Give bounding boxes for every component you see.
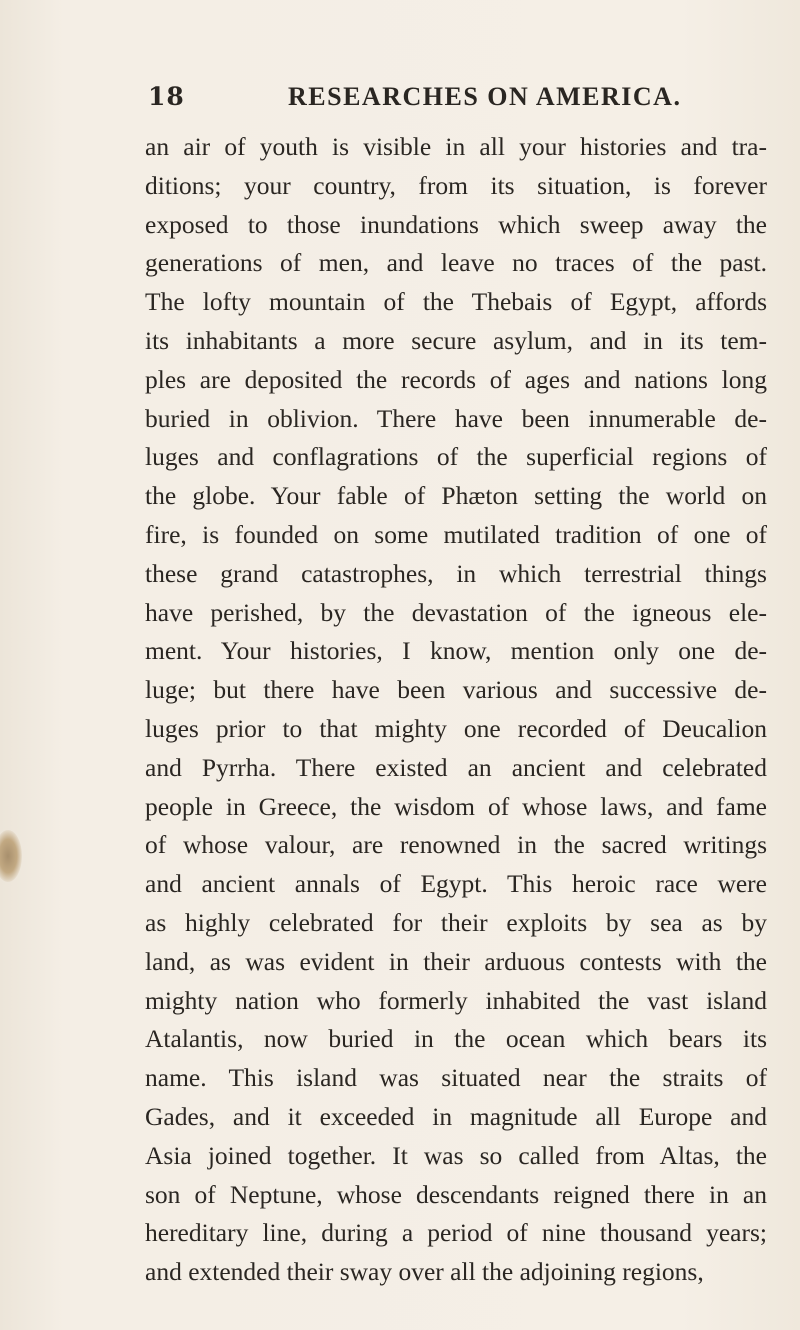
text-line: ment. Your histories, I know, mention only one de- <box>145 636 767 666</box>
running-head: RESEARCHES ON AMERICA. <box>288 82 682 111</box>
text-line: and ancient annals of Egypt. This heroic race were <box>145 869 767 899</box>
text-line: name. This island was situated near the straits of <box>145 1063 767 1093</box>
text-line: luges prior to that mighty one recorded of Deucalion <box>145 713 767 743</box>
text-line: The lofty mountain of the Thebais of Egypt, affords <box>145 287 767 317</box>
page-number: 18 <box>148 82 185 111</box>
text-line: ditions; your country, from its situation, is forever <box>145 170 767 200</box>
text-line: generations of men, and leave no traces of the past. <box>145 248 767 278</box>
text-line: as highly celebrated for their exploits by sea as by <box>145 907 767 937</box>
text-line: luges and conflagrations of the superficial regions of <box>145 442 767 472</box>
text-line: Gades, and it exceeded in magnitude all Europe and <box>145 1101 767 1131</box>
text-line: luge; but there have been various and successive de- <box>145 675 767 705</box>
text-line: son of Neptune, whose descendants reigned there in an <box>145 1179 767 1209</box>
text-line: people in Greece, the wisdom of whose laws, and fame <box>145 791 767 821</box>
text-line: and extended their sway over all the adjoining regions, <box>145 1257 704 1287</box>
body-text <box>145 128 767 1292</box>
text-line: of whose valour, are renowned in the sacred writings <box>145 830 767 860</box>
text-line: its inhabitants a more secure asylum, and in its tem- <box>145 325 767 355</box>
text-line: and Pyrrha. There existed an ancient and celebrated <box>145 752 767 782</box>
text-line: an air of youth is visible in all your histories and tra- <box>145 132 767 161</box>
margin-stain <box>0 830 22 882</box>
text-line: have perished, by the devastation of the igneous ele- <box>145 597 767 627</box>
text-line: exposed to those inundations which sweep away the <box>145 209 767 239</box>
text-line: mighty nation who formerly inhabited the vast island <box>145 985 767 1015</box>
text-line: ples are deposited the records of ages and nations long <box>145 364 767 394</box>
text-line: fire, is founded on some mutilated tradition of one of <box>145 519 767 549</box>
text-line: buried in oblivion. There have been innumerable de- <box>145 403 767 433</box>
text-line: Asia joined together. It was so called from Altas, the <box>145 1140 767 1170</box>
text-line: the globe. Your fable of Phæton setting the world on <box>145 481 767 511</box>
text-line: these grand catastrophes, in which terrestrial things <box>145 558 767 588</box>
text-line: Atalantis, now buried in the ocean which bears its <box>145 1024 767 1054</box>
text-line: land, as was evident in their arduous contests with the <box>145 946 767 976</box>
page-header <box>148 82 768 116</box>
text-line: hereditary line, during a period of nine thousand years; <box>145 1218 767 1248</box>
